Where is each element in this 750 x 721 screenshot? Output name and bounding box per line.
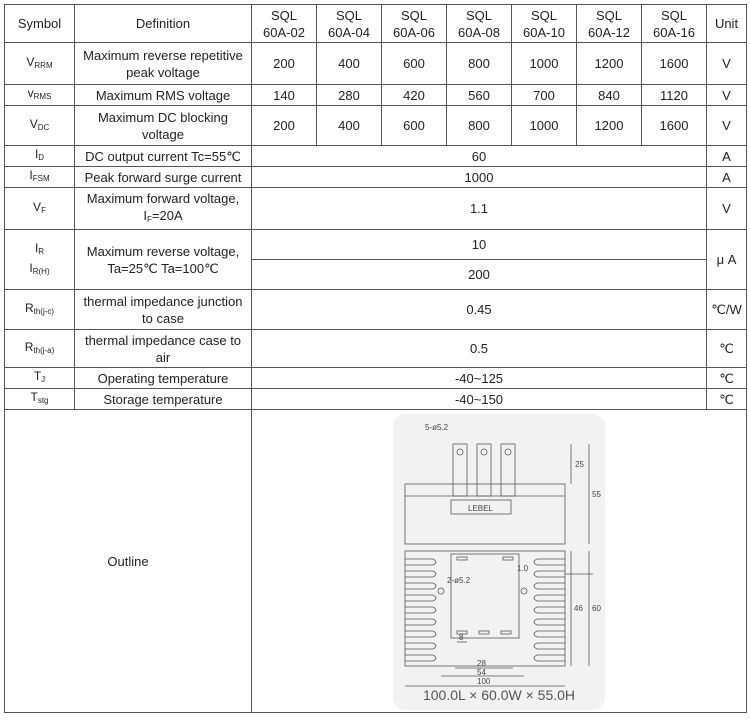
header-definition: Definition <box>75 5 252 43</box>
value-cell: 1000 <box>252 167 707 188</box>
unit-cell: μ A <box>707 230 747 290</box>
note-holes-mount: 2-ø5.2 <box>447 576 471 585</box>
unit-cell: ℃/W <box>707 290 747 330</box>
outline-label-cell <box>5 410 252 713</box>
heatsink-base <box>451 554 519 638</box>
outline-drawing-svg <box>393 414 605 710</box>
header-symbol: Symbol <box>5 5 75 43</box>
value-cell: 1200 <box>577 106 642 146</box>
symbol-tstg: $T_{stg}$ <box>5 389 75 410</box>
unit-cell: ℃ <box>707 330 747 368</box>
value-cell: 1600 <box>642 106 707 146</box>
value-cell: 600 <box>382 43 447 85</box>
unit-cell: V <box>707 106 747 146</box>
symbol-ifsm: $I_{FSM}$ <box>5 167 75 188</box>
dim-8: 8 <box>459 633 464 642</box>
value-cell: 600 <box>382 106 447 146</box>
definition-ir: Maximum reverse voltage, Ta=25℃ Ta=100℃ <box>75 230 252 290</box>
value-cell: 700 <box>512 85 577 106</box>
value-cell: 400 <box>317 106 382 146</box>
value-cell: 400 <box>317 43 382 85</box>
table-row <box>5 330 747 368</box>
header-model: SQL 60A-16 <box>642 5 707 43</box>
unit-cell: A <box>707 167 747 188</box>
table-row <box>5 85 747 106</box>
value-cell: 0.5 <box>252 330 707 368</box>
table-row <box>5 188 747 230</box>
terminal-3 <box>501 444 515 496</box>
definition-vrms: Maximum RMS voltage <box>75 85 252 106</box>
table-row <box>5 389 747 410</box>
dim-100: 100 <box>477 677 491 686</box>
header-model: SQL 60A-10 <box>512 5 577 43</box>
unit-cell: V <box>707 188 747 230</box>
definition-tj: Operating temperature <box>75 368 252 389</box>
table-row <box>5 368 747 389</box>
value-cell: 200 <box>252 260 707 290</box>
symbol-ir: $I_R$ $I_{R(H)}$ <box>5 230 75 290</box>
outline-drawing <box>393 414 605 710</box>
table-row <box>5 230 747 260</box>
value-cell: 420 <box>382 85 447 106</box>
label-text: LEBEL <box>468 504 493 513</box>
symbol-vf: $V_F$ <box>5 188 75 230</box>
symbol-vrms: $v_{RMS}$ <box>5 85 75 106</box>
table-row <box>5 167 747 188</box>
value-cell: 200 <box>252 43 317 85</box>
terminal-1 <box>453 444 467 496</box>
symbol-rthja: $R_{th(j-a)}$ <box>5 330 75 368</box>
unit-cell: V <box>707 43 747 85</box>
header-model: SQL 60A-08 <box>447 5 512 43</box>
symbol-rthjc: $R_{th(j-c)}$ <box>5 290 75 330</box>
spec-table <box>4 4 747 713</box>
dim-28: 28 <box>477 659 486 668</box>
value-cell: -40~125 <box>252 368 707 389</box>
terminal-2 <box>477 444 491 496</box>
value-cell: 1600 <box>642 43 707 85</box>
outline-drawing-cell <box>252 410 747 713</box>
value-cell: 1120 <box>642 85 707 106</box>
definition-rthja: thermal impedance case to air <box>75 330 252 368</box>
definition-vdc: Maximum DC blocking voltage <box>75 106 252 146</box>
definition-tstg: Storage temperature <box>75 389 252 410</box>
dim-46: 46 <box>574 604 583 613</box>
unit-cell: ℃ <box>707 389 747 410</box>
definition-rthjc: thermal impedance junction to case <box>75 290 252 330</box>
value-cell: 10 <box>252 230 707 260</box>
definition-vf: Maximum forward voltage, $I_F=20A$ <box>75 188 252 230</box>
header-model: SQL 60A-04 <box>317 5 382 43</box>
definition-vrrm: Maximum reverse repetitive peak voltage <box>75 43 252 85</box>
table-row <box>5 43 747 85</box>
symbol-tj: $T_J$ <box>5 368 75 389</box>
dim-54: 54 <box>477 668 486 677</box>
header-unit: Unit <box>707 5 747 43</box>
value-cell: 280 <box>317 85 382 106</box>
value-cell: 60 <box>252 146 707 167</box>
dim-60: 60 <box>592 604 601 613</box>
unit-cell: A <box>707 146 747 167</box>
unit-cell: ℃ <box>707 368 747 389</box>
unit-cell: V <box>707 85 747 106</box>
note-holes-top: 5-ø5.2 <box>425 423 449 432</box>
dim-55: 55 <box>592 490 601 499</box>
value-cell: 840 <box>577 85 642 106</box>
value-cell: 140 <box>252 85 317 106</box>
value-cell: 800 <box>447 106 512 146</box>
outline-row <box>5 410 747 713</box>
symbol-vrrm: $V_{RRM}$ <box>5 43 75 85</box>
value-cell: 560 <box>447 85 512 106</box>
value-cell: 800 <box>447 43 512 85</box>
symbol-id: $I_D$ <box>5 146 75 167</box>
outline-label: Outline <box>107 553 149 569</box>
value-cell: 1.1 <box>252 188 707 230</box>
table-row <box>5 290 747 330</box>
value-cell: 0.45 <box>252 290 707 330</box>
header-model: SQL 60A-06 <box>382 5 447 43</box>
dim-25: 25 <box>575 460 584 469</box>
definition-ifsm: Peak forward surge current <box>75 167 252 188</box>
value-cell: -40~150 <box>252 389 707 410</box>
value-cell: 1000 <box>512 106 577 146</box>
header-row <box>5 5 747 43</box>
header-model: SQL 60A-12 <box>577 5 642 43</box>
dimension-caption: 100.0L × 60.0W × 55.0H <box>422 687 576 703</box>
value-cell: 1200 <box>577 43 642 85</box>
header-model: SQL 60A-02 <box>252 5 317 43</box>
value-cell: 1000 <box>512 43 577 85</box>
value-cell: 200 <box>252 106 317 146</box>
symbol-vdc: $V_{DC}$ <box>5 106 75 146</box>
definition-id: DC output current Tc=55℃ <box>75 146 252 167</box>
table-row <box>5 106 747 146</box>
dim-10: 1.0 <box>517 564 529 573</box>
table-row <box>5 146 747 167</box>
